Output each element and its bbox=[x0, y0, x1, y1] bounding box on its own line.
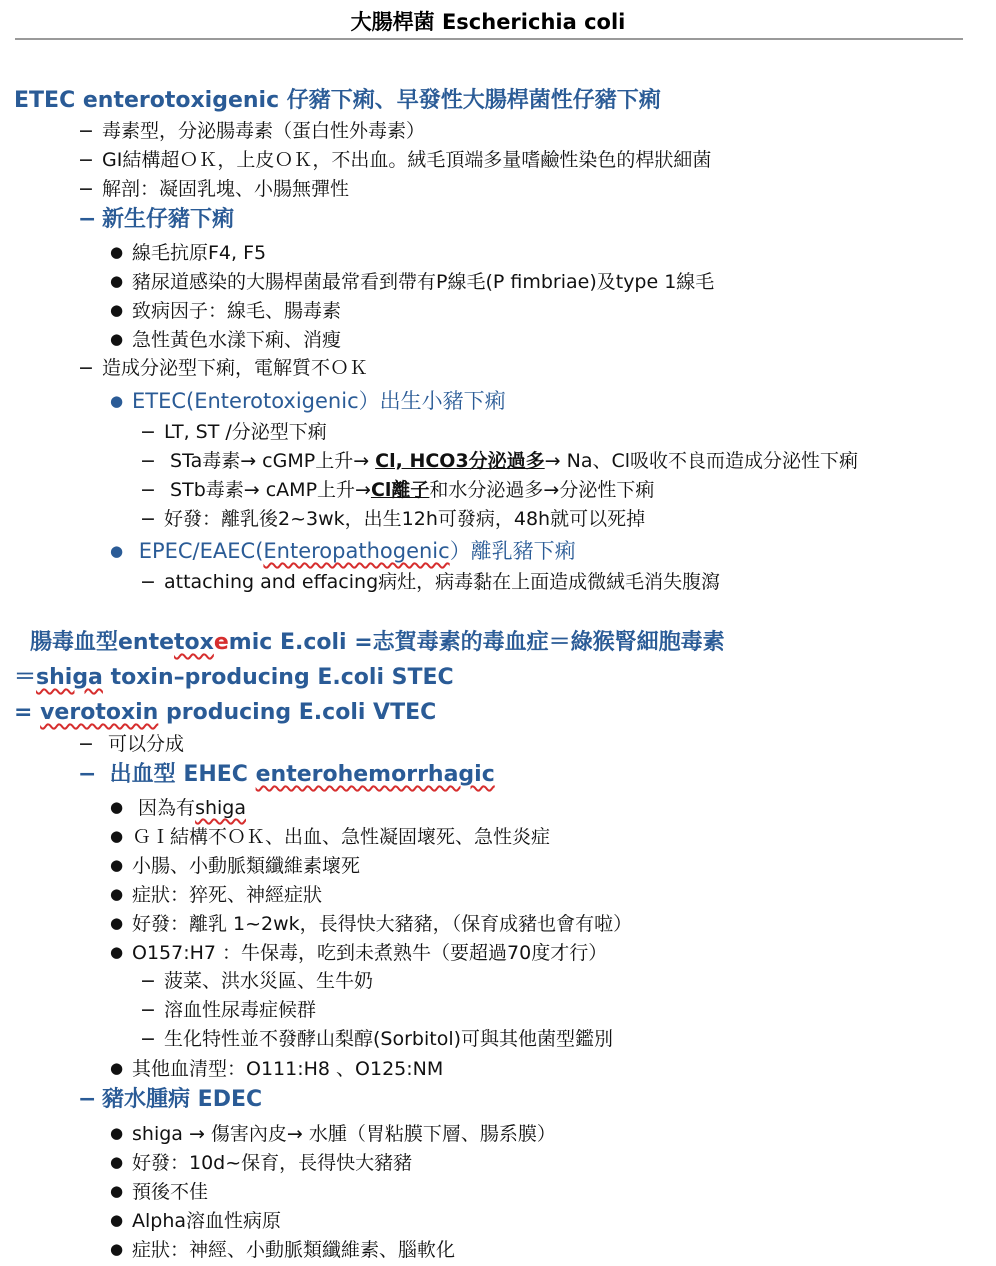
text-segment: 腸毒血型ente bbox=[30, 630, 175, 655]
list-item bbox=[140, 477, 654, 503]
list-item: ● O157:H7 ：牛保毒，吃到未煮熟牛（要超過70度才行） bbox=[110, 939, 607, 966]
etec-item: ● ETEC(Enterotoxigenic）出生小豬下痢 bbox=[110, 388, 506, 414]
list-item: − 好發：離乳後2~3wk，出生12h可發病，48h就可以死掉 bbox=[140, 506, 645, 532]
list-item: − attaching and effacing病灶，病毒黏在上面造成微絨毛消失腹瀉 bbox=[140, 569, 720, 595]
list-item: ● 小腸、小動脈類纖維素壞死 bbox=[110, 852, 360, 879]
squiggle-text: verotoxin bbox=[40, 700, 159, 725]
text-segment: STb毒素→ cAMP上升→ bbox=[170, 479, 371, 501]
title-divider bbox=[15, 38, 963, 40]
list-item: − 解剖：凝固乳塊、小腸無彈性 bbox=[78, 176, 349, 202]
list-item: − 毒素型，分泌腸毒素（蛋白性外毒素） bbox=[78, 118, 425, 144]
list-item: − 菠菜、洪水災區、生牛奶 bbox=[140, 968, 373, 994]
text-segment: STa毒素→ cGMP上升→ bbox=[170, 450, 376, 472]
list-item: ● shiga → 傷害內皮→ 水腫（胃粘膜下層、腸系膜） bbox=[110, 1120, 556, 1147]
list-item bbox=[140, 448, 858, 474]
list-item: ● 急性黃色水漾下痢、消瘦 bbox=[110, 326, 341, 353]
squiggle-text: enterohemorrhagic bbox=[255, 762, 495, 787]
list-item: − 生化特性並不發酵山梨醇(Sorbitol)可與其他菌型鑑別 bbox=[140, 1026, 613, 1052]
text-segment: producing E.coli VTEC bbox=[158, 700, 437, 725]
text-segment: = bbox=[14, 700, 41, 725]
list-item: ● Alpha溶血性病原 bbox=[110, 1207, 281, 1234]
text-segment: → Na、Cl吸收不良而造成分泌性下痢 bbox=[544, 450, 859, 472]
enterotoxemic-heading bbox=[30, 630, 725, 656]
text-segment: mic E.coli =志賀毒素的毒血症＝綠猴腎細胞毒素 bbox=[228, 630, 725, 655]
text-segment: 和水分泌過多→分泌性下痢 bbox=[429, 479, 655, 501]
list-item: ● 線毛抗原F4, F5 bbox=[110, 239, 266, 266]
list-item: ● 其他血清型：O111:H8 、O125:NM bbox=[110, 1055, 443, 1082]
squiggle-text: Enteropathogenic bbox=[263, 539, 450, 563]
list-item: ● ＧＩ結構不ＯＫ、出血、急性凝固壞死、急性炎症 bbox=[110, 823, 550, 850]
list-item: ● 好發：離乳 1~2wk，長得快大豬豬，（保育成豬也會有啦） bbox=[110, 910, 632, 937]
etec-heading bbox=[14, 88, 661, 114]
list-item: ● 豬尿道感染的大腸桿菌最常看到帶有P線毛(P fimbriae)及type 1線毛 bbox=[110, 268, 714, 295]
text-segment: EPEC/EAEC( bbox=[138, 539, 264, 563]
squiggle-text: shiga bbox=[36, 665, 103, 690]
list-item: − 溶血性尿毒症候群 bbox=[140, 997, 316, 1023]
stec-heading bbox=[14, 665, 454, 691]
list-item: ● 症狀：神經、小動脈類纖維素、腦軟化 bbox=[110, 1236, 455, 1263]
underlined-text: Cl離子 bbox=[370, 479, 430, 501]
vtec-heading bbox=[14, 700, 436, 726]
text-segment: 出血型 EHEC bbox=[109, 762, 256, 787]
subheading-newborn-piglet-diarrhea: − 新生仔豬下痢 bbox=[78, 207, 234, 233]
squiggle-text: tox bbox=[174, 630, 214, 655]
text-segment: ＝ bbox=[14, 665, 37, 690]
text-segment: toxin–producing E.coli STEC bbox=[102, 665, 454, 690]
list-item: − LT, ST /分泌型下痢 bbox=[140, 419, 327, 445]
list-item: − 造成分泌型下痢，電解質不ＯＫ bbox=[78, 355, 368, 381]
subheading-ehec bbox=[78, 762, 495, 788]
text-segment: ）離乳豬下痢 bbox=[449, 539, 576, 563]
epec-item bbox=[110, 538, 576, 564]
list-item: − GI結構超ＯＫ，上皮ＯＫ，不出血。絨毛頂端多量嗜鹼性染色的桿狀細菌 bbox=[78, 147, 711, 173]
text-segment: 因為有 bbox=[138, 797, 196, 819]
list-item: − 可以分成 bbox=[78, 731, 184, 757]
page-title: 大腸桿菌 Escherichia coli bbox=[350, 10, 626, 34]
subheading-edec: − 豬水腫病 EDEC bbox=[78, 1087, 262, 1113]
list-item: ● 預後不佳 bbox=[110, 1178, 208, 1205]
red-text: e bbox=[213, 630, 229, 655]
list-item: ● 症狀：猝死、神經症狀 bbox=[110, 881, 322, 908]
underlined-text: Cl, HCO3分泌過多 bbox=[375, 450, 545, 472]
squiggle-text: shiga bbox=[195, 797, 246, 819]
list-item: ● 致病因子：線毛、腸毒素 bbox=[110, 297, 341, 324]
etec-heading-text: ETEC enterotoxigenic 仔豬下痢、早發性大腸桿菌性仔豬下痢 bbox=[14, 88, 661, 113]
list-item: ● 好發：10d~保育，長得快大豬豬 bbox=[110, 1149, 412, 1176]
list-item bbox=[110, 794, 246, 821]
